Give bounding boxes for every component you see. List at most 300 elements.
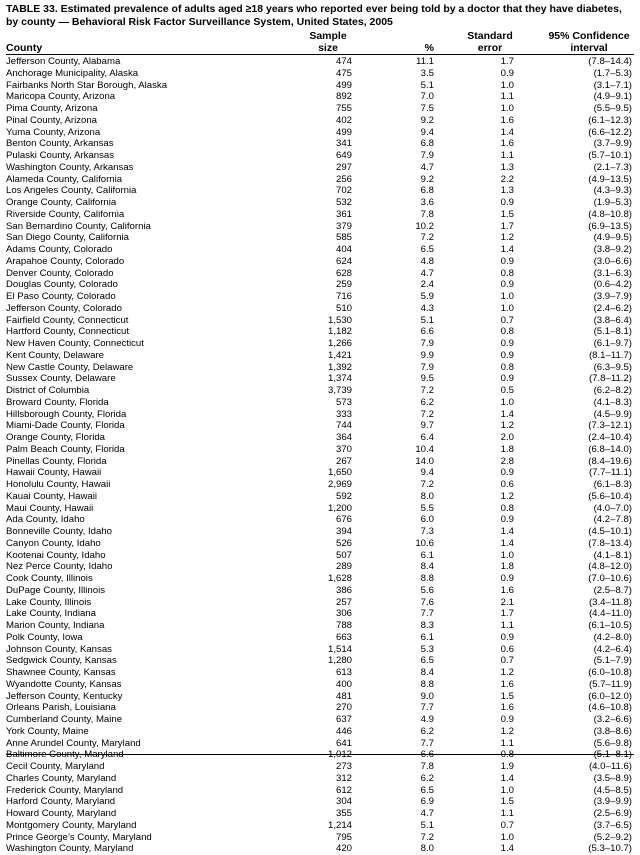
cell-percent: 8.0: [420, 490, 434, 502]
cell-confidence-interval: (4.0–11.6): [588, 761, 632, 772]
cell-confidence-interval: (4.2–7.8): [593, 514, 632, 526]
cell-sample-size: 1,200: [327, 502, 352, 514]
cell-county: Cumberland County, Maine: [6, 714, 123, 725]
cell-percent: 9.5: [420, 373, 434, 385]
table-row: [6, 714, 634, 726]
cell-confidence-interval: (7.8–13.4): [588, 537, 632, 549]
cell-percent: 7.8: [420, 208, 434, 220]
cell-percent: 5.1: [420, 314, 434, 326]
cell-sample-size: 341: [335, 138, 352, 150]
cell-sample-size: 1,628: [327, 573, 352, 584]
cell-confidence-interval: (5.7–10.1): [588, 150, 632, 161]
cell-county: Harford County, Maryland: [6, 796, 116, 808]
table-row: [6, 291, 634, 303]
cell-confidence-interval: (5.3–10.7): [588, 843, 632, 855]
cell-county: Broward County, Florida: [6, 396, 109, 408]
cell-sample-size: 1,012: [327, 749, 352, 761]
table-row: [6, 232, 634, 244]
cell-standard-error: 1.9: [500, 761, 514, 772]
cell-sample-size: 510: [335, 302, 352, 314]
cell-standard-error: 1.0: [500, 831, 514, 843]
table-row: [6, 526, 634, 538]
cell-sample-size: 446: [335, 725, 352, 737]
cell-confidence-interval: (8.1–11.7): [588, 349, 632, 361]
cell-standard-error: 1.2: [500, 420, 514, 432]
cell-standard-error: 2.1: [500, 596, 514, 608]
cell-sample-size: 394: [335, 526, 352, 537]
cell-county: Kauai County, Hawaii: [6, 490, 98, 502]
cell-county: Maricopa County, Arizona: [6, 91, 116, 103]
cell-confidence-interval: (6.3–9.5): [593, 361, 632, 373]
cell-confidence-interval: (6.8–14.0): [588, 443, 632, 455]
cell-confidence-interval: (4.3–9.3): [593, 185, 632, 197]
cell-percent: 5.6: [420, 584, 434, 596]
cell-standard-error: 1.6: [500, 138, 514, 150]
cell-percent: 7.2: [420, 408, 434, 420]
cell-county: Denver County, Colorado: [6, 267, 114, 279]
cell-confidence-interval: (3.1–6.3): [593, 267, 632, 279]
bottom-divider: [6, 754, 634, 755]
table-row: [6, 150, 634, 162]
cell-standard-error: 0.9: [500, 714, 514, 725]
cell-county: Pulaski County, Arkansas: [6, 150, 115, 161]
cell-confidence-interval: (0.6–4.2): [593, 279, 632, 291]
cell-sample-size: 400: [335, 678, 352, 690]
cell-confidence-interval: (3.9–9.9): [593, 796, 632, 808]
cell-sample-size: 1,392: [327, 361, 352, 373]
cell-county: Arapahoe County, Colorado: [6, 255, 125, 267]
table-row: [6, 550, 634, 562]
cell-confidence-interval: (6.0–12.0): [588, 690, 632, 702]
cell-percent: 7.7: [420, 737, 434, 749]
table-row: [6, 115, 634, 127]
cell-county: Kootenai County, Idaho: [6, 549, 106, 561]
cell-sample-size: 304: [335, 796, 352, 808]
cell-county: Miami-Dade County, Florida: [6, 420, 125, 432]
table-row: [6, 138, 634, 150]
cell-sample-size: 716: [335, 291, 352, 302]
cell-percent: 6.8: [420, 185, 434, 197]
cell-standard-error: 1.0: [500, 784, 514, 796]
table-row: [6, 467, 634, 479]
cell-sample-size: 355: [335, 808, 352, 819]
table-row: [6, 620, 634, 632]
cell-standard-error: 1.5: [500, 208, 514, 220]
cell-standard-error: 1.0: [500, 103, 514, 114]
cell-percent: 7.6: [420, 596, 434, 608]
cell-percent: 7.2: [420, 385, 434, 396]
cell-county: Kent County, Delaware: [6, 349, 104, 361]
cell-confidence-interval: (6.6–12.2): [588, 126, 632, 138]
cell-standard-error: 1.2: [500, 490, 514, 502]
cell-standard-error: 1.8: [500, 443, 514, 455]
cell-confidence-interval: (1.9–5.3): [593, 197, 632, 208]
cell-confidence-interval: (3.9–7.9): [593, 291, 632, 302]
cell-percent: 4.7: [420, 808, 434, 819]
cell-percent: 8.8: [420, 573, 434, 584]
cell-county: Polk County, Iowa: [6, 631, 83, 643]
cell-sample-size: 1,514: [327, 643, 352, 655]
cell-confidence-interval: (3.8–9.2): [593, 244, 632, 255]
cell-sample-size: 744: [335, 420, 352, 432]
cell-percent: 10.2: [415, 220, 434, 232]
cell-percent: 6.6: [420, 326, 434, 338]
cell-sample-size: 628: [335, 267, 352, 279]
cell-confidence-interval: (2.4–10.4): [588, 432, 632, 443]
cell-standard-error: 1.2: [500, 725, 514, 737]
cell-confidence-interval: (3.4–11.8): [588, 596, 632, 608]
cell-sample-size: 892: [335, 91, 352, 103]
cell-standard-error: 0.9: [500, 373, 514, 385]
cell-county: Maui County, Hawaii: [6, 502, 94, 514]
cell-county: Bonneville County, Idaho: [6, 526, 112, 537]
cell-percent: 6.2: [420, 772, 434, 784]
cell-county: Anchorage Municipality, Alaska: [6, 67, 139, 79]
cell-county: Pinal County, Arizona: [6, 114, 98, 126]
table-row: [6, 420, 634, 432]
cell-standard-error: 2.2: [500, 173, 514, 185]
cell-sample-size: 612: [335, 784, 352, 796]
cell-county: Jefferson County, Alabama: [6, 56, 121, 67]
header-confidence: 95% Confidence: [548, 30, 630, 42]
cell-percent: 8.4: [420, 561, 434, 573]
cell-sample-size: 795: [335, 831, 352, 843]
cell-county: Yuma County, Arizona: [6, 126, 101, 138]
table-row: [6, 279, 634, 291]
cell-sample-size: 402: [335, 114, 352, 126]
table-row: [6, 691, 634, 703]
table-row: [6, 373, 634, 385]
cell-sample-size: 1,214: [327, 819, 352, 831]
cell-confidence-interval: (3.0–6.6): [593, 255, 632, 267]
cell-standard-error: 1.7: [500, 220, 514, 232]
cell-sample-size: 702: [335, 185, 352, 197]
cell-confidence-interval: (5.5–9.5): [593, 103, 632, 114]
cell-confidence-interval: (4.8–12.0): [588, 561, 632, 573]
cell-percent: 6.0: [420, 514, 434, 526]
cell-percent: 14.0: [415, 455, 434, 467]
cell-percent: 7.9: [420, 338, 434, 349]
cell-percent: 6.5: [420, 655, 434, 667]
cell-sample-size: 592: [335, 490, 352, 502]
table-row: [6, 326, 634, 338]
cell-percent: 7.3: [420, 526, 434, 537]
cell-confidence-interval: (8.4–19.6): [588, 455, 632, 467]
cell-sample-size: 256: [335, 173, 352, 185]
cell-confidence-interval: (2.1–7.3): [593, 161, 632, 173]
cell-county: San Bernardino County, California: [6, 220, 151, 232]
cell-standard-error: 0.9: [500, 67, 514, 79]
cell-standard-error: 1.4: [500, 843, 514, 855]
cell-confidence-interval: (3.7–6.5): [593, 819, 632, 831]
cell-county: District of Columbia: [6, 385, 90, 396]
cell-confidence-interval: (7.3–12.1): [588, 420, 632, 432]
cell-standard-error: 1.7: [500, 56, 514, 67]
cell-percent: 6.5: [420, 244, 434, 255]
cell-standard-error: 0.9: [500, 514, 514, 526]
table-row: [6, 362, 634, 374]
cell-sample-size: 3,739: [327, 385, 352, 396]
cell-county: Honolulu County, Hawaii: [6, 479, 111, 490]
cell-confidence-interval: (4.9–9.1): [593, 91, 632, 103]
cell-percent: 9.9: [420, 349, 434, 361]
cell-standard-error: 1.4: [500, 526, 514, 537]
cell-sample-size: 676: [335, 514, 352, 526]
cell-county: Cecil County, Maryland: [6, 761, 105, 772]
cell-county: Johnson County, Kansas: [6, 643, 112, 655]
table-row: [6, 667, 634, 679]
cell-county: Canyon County, Idaho: [6, 537, 101, 549]
cell-confidence-interval: (6.1–12.3): [588, 114, 632, 126]
cell-percent: 9.2: [420, 173, 434, 185]
cell-confidence-interval: (7.7–11.1): [588, 467, 632, 479]
cell-percent: 9.4: [420, 126, 434, 138]
cell-confidence-interval: (4.8–10.8): [588, 208, 632, 220]
cell-confidence-interval: (4.2–6.4): [593, 643, 632, 655]
cell-confidence-interval: (5.6–9.8): [593, 737, 632, 749]
cell-sample-size: 481: [335, 690, 352, 702]
cell-county: New Castle County, Delaware: [6, 361, 134, 373]
table-row: [6, 491, 634, 503]
cell-percent: 8.4: [420, 667, 434, 678]
cell-standard-error: 1.1: [500, 737, 514, 749]
cell-standard-error: 0.9: [500, 279, 514, 291]
cell-standard-error: 1.8: [500, 561, 514, 573]
table-row: [6, 514, 634, 526]
cell-confidence-interval: (6.9–13.5): [588, 220, 632, 232]
cell-percent: 5.3: [420, 643, 434, 655]
cell-sample-size: 1,650: [327, 467, 352, 479]
cell-sample-size: 507: [335, 549, 352, 561]
cell-percent: 11.1: [416, 56, 434, 67]
cell-sample-size: 404: [335, 244, 352, 255]
cell-county: Baltimore County, Maryland: [6, 749, 124, 761]
cell-county: Howard County, Maryland: [6, 808, 117, 819]
cell-sample-size: 297: [335, 161, 352, 173]
table-row: [6, 785, 634, 797]
cell-confidence-interval: (5.2–9.2): [593, 831, 632, 843]
cell-standard-error: 0.8: [500, 502, 514, 514]
cell-sample-size: 532: [335, 197, 352, 208]
cell-standard-error: 0.5: [500, 385, 514, 396]
table-row: [6, 80, 634, 92]
cell-county: Riverside County, California: [6, 208, 125, 220]
cell-percent: 8.3: [420, 620, 434, 631]
cell-confidence-interval: (4.5–9.9): [593, 408, 632, 420]
table-row: [6, 256, 634, 268]
cell-sample-size: 613: [335, 667, 352, 678]
table-row: [6, 796, 634, 808]
cell-standard-error: 1.2: [500, 667, 514, 678]
cell-county: Orange County, California: [6, 197, 117, 208]
cell-standard-error: 2.0: [500, 432, 514, 443]
cell-standard-error: 0.6: [500, 643, 514, 655]
cell-confidence-interval: (3.1–7.1): [593, 79, 632, 91]
cell-sample-size: 364: [335, 432, 352, 443]
cell-sample-size: 306: [335, 608, 352, 620]
header-county: County: [6, 42, 43, 54]
cell-county: Charles County, Maryland: [6, 772, 117, 784]
cell-standard-error: 0.8: [500, 361, 514, 373]
table-row: [6, 174, 634, 186]
table-row: [6, 726, 634, 738]
cell-standard-error: 1.1: [500, 91, 514, 103]
cell-standard-error: 1.3: [500, 161, 514, 173]
cell-county: Palm Beach County, Florida: [6, 443, 125, 455]
cell-sample-size: 257: [335, 596, 352, 608]
table-row: [6, 479, 634, 491]
table-row: [6, 608, 634, 620]
cell-sample-size: 1,266: [327, 338, 352, 349]
cell-percent: 3.5: [420, 67, 434, 79]
table-row: [6, 409, 634, 421]
cell-standard-error: 1.0: [500, 291, 514, 302]
table-row: [6, 385, 634, 397]
cell-percent: 5.1: [420, 79, 434, 91]
table-row: [6, 221, 634, 233]
cell-county: Los Angeles County, California: [6, 185, 137, 197]
cell-confidence-interval: (6.1–8.3): [593, 479, 632, 490]
cell-sample-size: 526: [335, 537, 352, 549]
cell-standard-error: 1.3: [500, 185, 514, 197]
cell-standard-error: 0.7: [500, 314, 514, 326]
cell-sample-size: 259: [335, 279, 352, 291]
cell-county: Lake County, Illinois: [6, 596, 92, 608]
cell-percent: 9.4: [420, 467, 434, 479]
table-row: [6, 644, 634, 656]
cell-county: Pima County, Arizona: [6, 103, 98, 114]
cell-sample-size: 270: [335, 702, 352, 714]
table-row: [6, 843, 634, 855]
cell-confidence-interval: (5.6–10.4): [588, 490, 632, 502]
cell-confidence-interval: (7.8–14.4): [588, 56, 632, 67]
cell-county: Lake County, Indiana: [6, 608, 96, 620]
header-sample: Sample: [309, 30, 347, 42]
cell-sample-size: 474: [335, 56, 352, 67]
cell-percent: 6.2: [420, 725, 434, 737]
cell-confidence-interval: (6.1–10.5): [588, 620, 632, 631]
cell-standard-error: 0.9: [500, 349, 514, 361]
table-row: [6, 738, 634, 750]
cell-county: Orleans Parish, Louisiana: [6, 702, 116, 714]
cell-percent: 7.2: [420, 831, 434, 843]
cell-sample-size: 624: [335, 255, 352, 267]
cell-county: Washington County, Arkansas: [6, 161, 134, 173]
table-row: [6, 561, 634, 573]
cell-confidence-interval: (5.1–8.1): [593, 749, 632, 761]
cell-standard-error: 1.1: [500, 620, 514, 631]
cell-percent: 6.5: [420, 784, 434, 796]
table-row: [6, 127, 634, 139]
table-row: [6, 632, 634, 644]
cell-standard-error: 0.7: [500, 655, 514, 667]
cell-percent: 7.0: [420, 91, 434, 103]
header-error: error: [477, 42, 503, 54]
header-percent: %: [424, 42, 434, 54]
cell-percent: 5.9: [420, 291, 434, 302]
cell-county: Marion County, Indiana: [6, 620, 105, 631]
cell-percent: 7.7: [420, 702, 434, 714]
cell-sample-size: 2,969: [327, 479, 352, 490]
cell-county: Shawnee County, Kansas: [6, 667, 116, 678]
table-body: [6, 56, 634, 855]
header-size: size: [318, 42, 338, 54]
cell-county: Ada County, Idaho: [6, 514, 85, 526]
cell-confidence-interval: (5.7–11.9): [588, 678, 632, 690]
cell-percent: 7.2: [420, 232, 434, 244]
table-row: [6, 432, 634, 444]
cell-percent: 4.7: [420, 267, 434, 279]
cell-standard-error: 1.6: [500, 114, 514, 126]
cell-confidence-interval: (7.0–10.6): [588, 573, 632, 584]
cell-standard-error: 0.9: [500, 467, 514, 479]
cell-percent: 10.4: [415, 443, 434, 455]
cell-percent: 6.2: [420, 396, 434, 408]
cell-standard-error: 1.1: [500, 808, 514, 819]
cell-confidence-interval: (6.2–8.2): [593, 385, 632, 396]
cell-sample-size: 289: [335, 561, 352, 573]
table-row: [6, 585, 634, 597]
cell-standard-error: 1.2: [500, 232, 514, 244]
cell-sample-size: 499: [335, 79, 352, 91]
cell-percent: 6.9: [420, 796, 434, 808]
cell-standard-error: 1.5: [500, 690, 514, 702]
cell-county: Sedgwick County, Kansas: [6, 655, 117, 667]
cell-percent: 7.9: [420, 361, 434, 373]
table-title: TABLE 33. Estimated prevalence of adults aged ≥18 years who reported ever being told by a doctor that they have diabetes, by county — Behavioral Risk Factor Surveillance System, United States, 2005: [6, 3, 622, 28]
cell-confidence-interval: (3.7–9.9): [593, 138, 632, 150]
cell-standard-error: 0.9: [500, 197, 514, 208]
table-row: [6, 573, 634, 585]
table-row: [6, 244, 634, 256]
cell-standard-error: 1.4: [500, 244, 514, 255]
cell-sample-size: 361: [335, 208, 352, 220]
cell-confidence-interval: (4.2–8.0): [593, 631, 632, 643]
cell-standard-error: 1.6: [500, 702, 514, 714]
cell-standard-error: 0.8: [500, 749, 514, 761]
table-header: [6, 30, 634, 55]
cell-county: Adams County, Colorado: [6, 244, 113, 255]
header-interval: interval: [570, 42, 608, 54]
cell-confidence-interval: (1.7–5.3): [593, 67, 632, 79]
table-row: [6, 444, 634, 456]
cell-county: Hillsborough County, Florida: [6, 408, 127, 420]
table-row: [6, 56, 634, 68]
table-row: [6, 162, 634, 174]
cell-percent: 2.4: [420, 279, 434, 291]
cell-standard-error: 1.1: [500, 150, 514, 161]
table-row: [6, 655, 634, 667]
table-row: [6, 456, 634, 468]
cell-standard-error: 0.6: [500, 479, 514, 490]
cell-percent: 6.1: [420, 549, 434, 561]
cell-percent: 4.3: [420, 302, 434, 314]
table-row: [6, 808, 634, 820]
table-row: [6, 538, 634, 550]
cell-standard-error: 0.8: [500, 326, 514, 338]
cell-percent: 7.9: [420, 150, 434, 161]
table-row: [6, 350, 634, 362]
cell-county: Washington County, Maryland: [6, 843, 134, 855]
table-row: [6, 197, 634, 209]
cell-county: Pinellas County, Florida: [6, 455, 107, 467]
cell-sample-size: 267: [335, 455, 352, 467]
cell-standard-error: 1.0: [500, 302, 514, 314]
cell-standard-error: 1.4: [500, 408, 514, 420]
table-row: [6, 315, 634, 327]
cell-confidence-interval: (4.4–11.0): [588, 608, 632, 620]
cell-sample-size: 379: [335, 220, 352, 232]
